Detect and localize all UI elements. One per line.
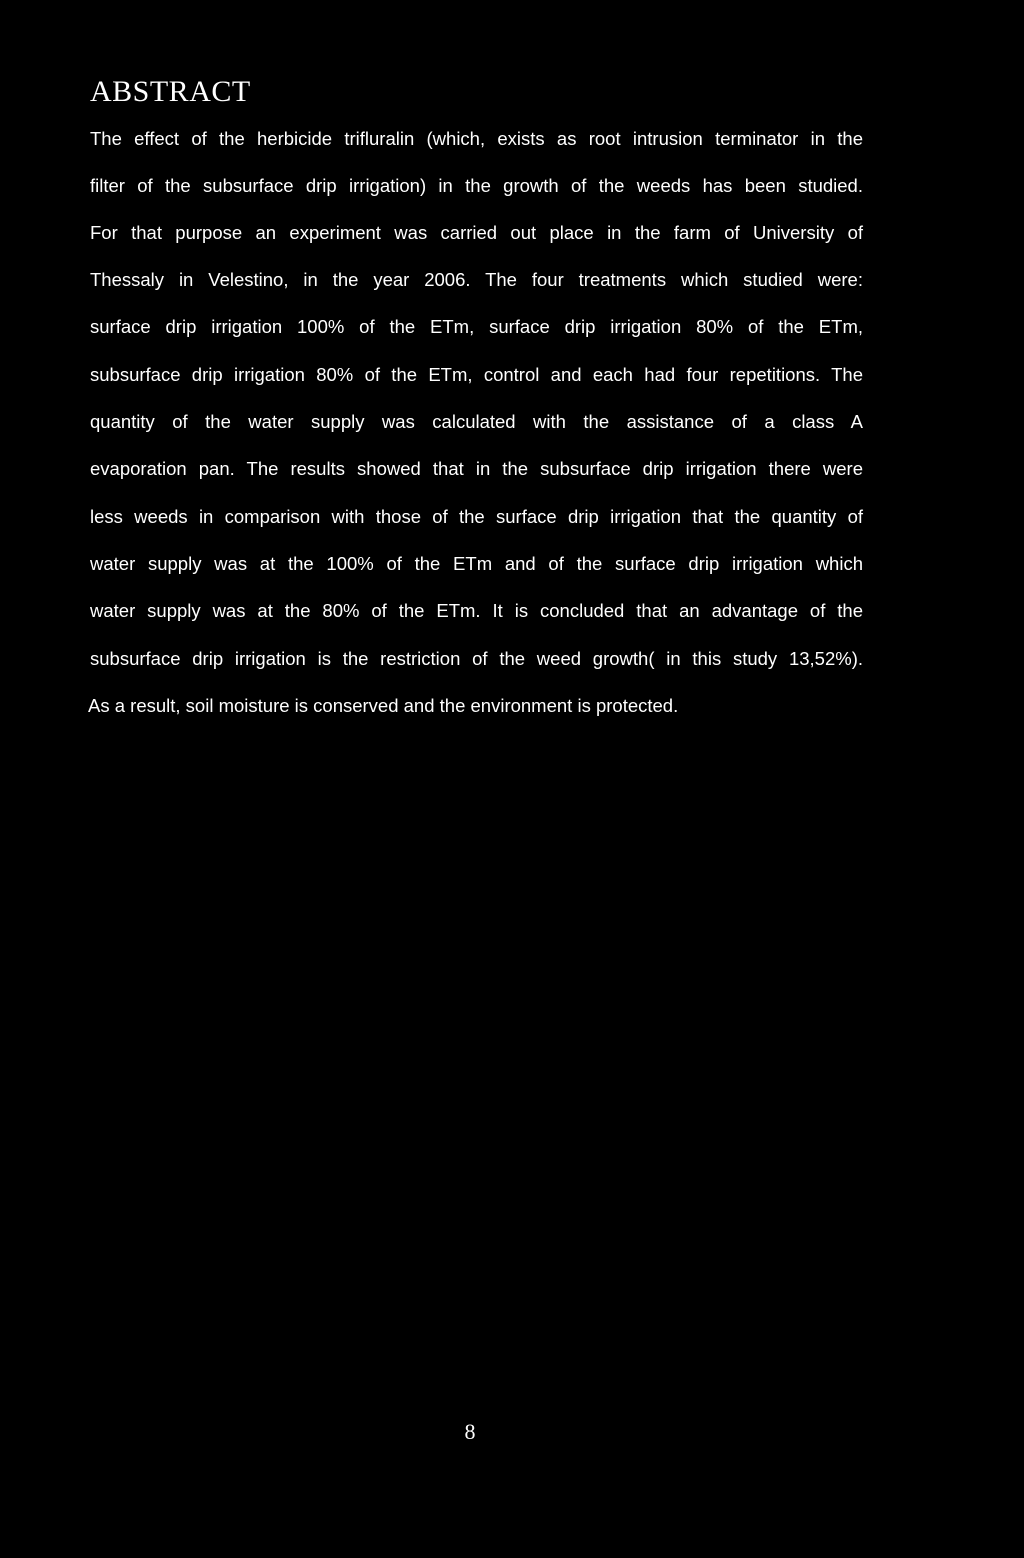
abstract-line-3: For that purpose an experiment was carried out place in the farm of University of: [90, 222, 863, 243]
abstract-line-2: filter of the subsurface drip irrigation) in the growth of the weeds has been studied.: [90, 175, 863, 196]
abstract-line-11: water supply was at the 80% of the ETm. It is concluded that an advantage of the: [90, 600, 863, 621]
abstract-line-13: As a result, soil moisture is conserved and the environment is protected.: [88, 695, 679, 716]
abstract-line-10: water supply was at the 100% of the ETm and of the surface drip irrigation which: [90, 553, 863, 574]
page-number: 8: [464, 1419, 476, 1444]
abstract-line-7: quantity of the water supply was calculated with the assistance of a class A: [90, 411, 863, 432]
abstract-line-5: surface drip irrigation 100% of the ETm, surface drip irrigation 80% of the ETm,: [90, 316, 863, 337]
abstract-line-8: evaporation pan. The results showed that in the subsurface drip irrigation there were: [90, 458, 863, 479]
abstract-line-6: subsurface drip irrigation 80% of the ETm, control and each had four repetitions. The: [90, 364, 863, 385]
abstract-line-9: less weeds in comparison with those of the surface drip irrigation that the quantity of: [90, 506, 863, 527]
abstract-heading: ABSTRACT: [90, 75, 251, 108]
abstract-line-1: The effect of the herbicide trifluralin (which, exists as root intrusion terminator in the: [90, 128, 863, 149]
abstract-line-4: Thessaly in Velestino, in the year 2006. The four treatments which studied were:: [90, 269, 863, 290]
abstract-line-12: subsurface drip irrigation is the restriction of the weed growth( in this study 13,52%).: [90, 648, 863, 669]
